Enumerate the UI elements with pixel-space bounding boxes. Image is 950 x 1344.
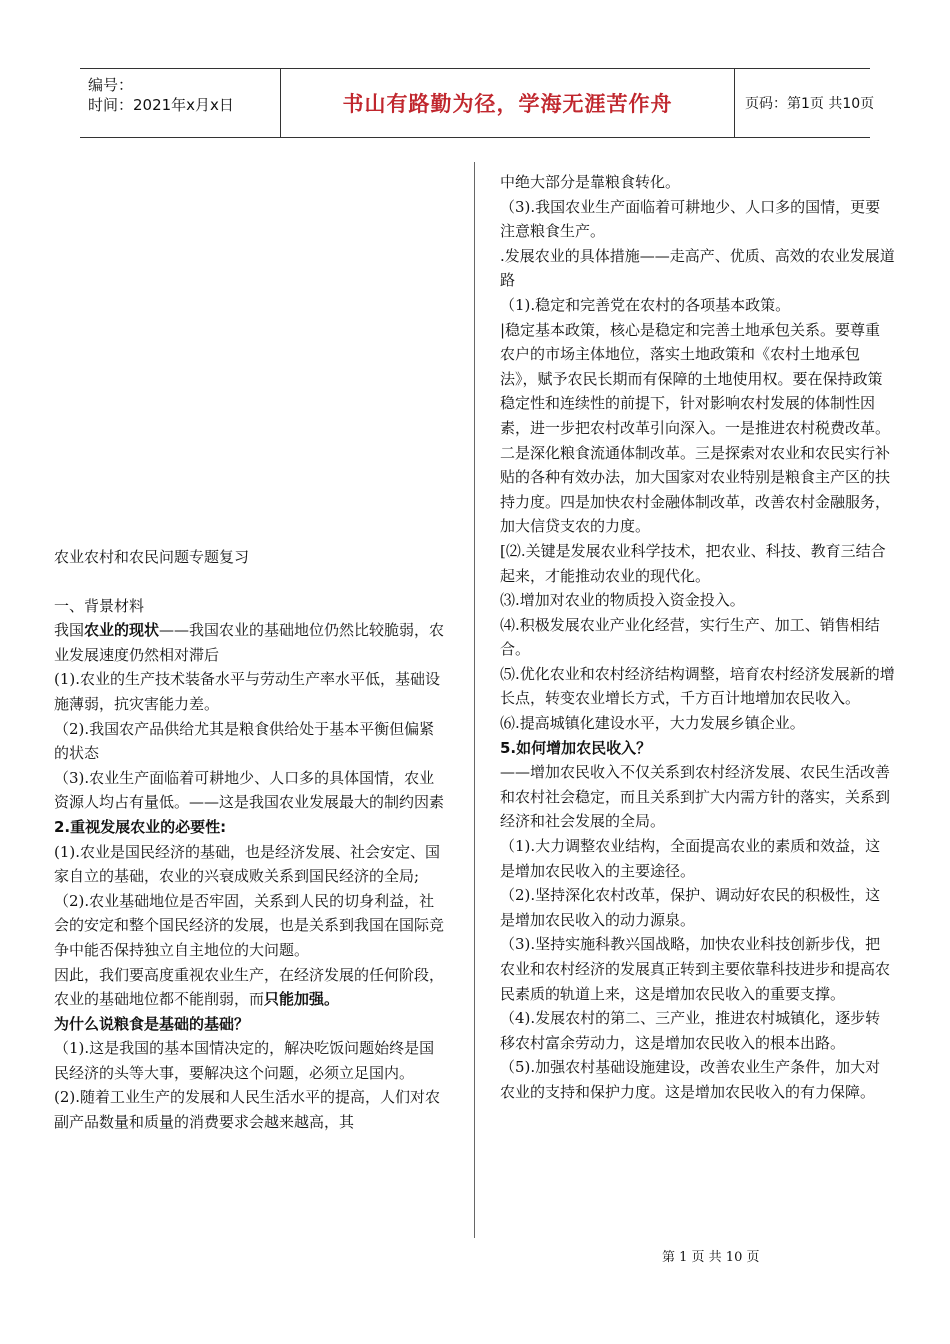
header-page-info: 页码：第1页 共10页 bbox=[745, 96, 875, 112]
text-run: 因此，我们要高度重视农业生产，在经济发展的任何阶段，农业的基础地位都不能削弱，而 bbox=[54, 965, 445, 1009]
paragraph: (1).农业是国民经济的基础，也是经济发展、社会安定、国家自立的基础，农业的兴衰成败关系到国民经济的全局; bbox=[54, 842, 441, 886]
bold-run: 农业的现状 bbox=[84, 621, 160, 640]
paragraph: ⑸.优化农业和农村经济结构调整，培育农村经济发展新的增长点，转变农业增长方式，千方百计地增加农民收入。 bbox=[500, 664, 895, 708]
paragraph: (2).随着工业生产的发展和人民生活水平的提高，人们对农副产品数量和质量的消费要求会越来越高，其 bbox=[54, 1088, 441, 1132]
right-column bbox=[500, 170, 895, 1105]
page-footer: 第 1 页 共 10 页 bbox=[662, 1250, 760, 1265]
paragraph: （3).我国农业生产面临着可耕地少、人口多的国情，更要注意粮食生产。 bbox=[500, 197, 881, 241]
paragraph: （1).稳定和完善党在农村的各项基本政策。 bbox=[500, 295, 791, 314]
left-column bbox=[54, 545, 446, 1135]
paragraph: （2).坚持深化农村改革，保护、调动好农民的积极性，这是增加农民收入的动力源泉。 bbox=[500, 886, 881, 929]
time-label: 时间：2021年x月x日 bbox=[88, 96, 234, 114]
paragraph: （2).农业基础地位是否牢固，关系到人民的切身利益，社会的安定和整个国民经济的发展，也是关系到我国在国际竞争中能否保持独立自主地位的大问题。 bbox=[54, 891, 445, 959]
spacer bbox=[54, 570, 446, 594]
text-run: ——我国农业的基础地位仍然比较脆弱，农业发展速度仍然相对滞后 bbox=[54, 621, 445, 664]
paragraph: ⑶.增加对农业的物质投入资金投入。 bbox=[500, 591, 745, 610]
section-heading: 一、背景材料 bbox=[54, 596, 145, 615]
paragraph: .发展农业的具体措施——走高产、优质、高效的农业发展道路 bbox=[500, 246, 895, 290]
subheading: 2.重视发展农业的必要性: bbox=[54, 817, 227, 836]
number-label: 编号： bbox=[88, 76, 134, 94]
paragraph: （3).坚持实施科教兴国战略，加快农业科技创新步伐，把农业和农村经济的发展真正转到主要依靠科技进步和提高农民素质的轨道上来，这是增加农民收入的重要支撑。 bbox=[500, 935, 891, 1003]
paragraph: （1).这是我国的基本国情决定的，解决吃饭问题始终是国民经济的头等大事，要解决这个问题，必须立足国内。 bbox=[54, 1039, 435, 1082]
paragraph: [⑵.关键是发展农业科学技术，把农业、科技、教育三结合起来，才能推动农业的现代化。 bbox=[500, 541, 886, 585]
subheading: 5.如何增加农民收入？ bbox=[500, 738, 652, 757]
header-meta bbox=[80, 69, 280, 137]
paragraph: （3).农业生产面临着可耕地少、人口多的具体国情，农业资源人均占有量低。——这是我国农业发展最大的制约因素 bbox=[54, 768, 445, 812]
paragraph: （2).我国农产品供给尤其是粮食供给处于基本平衡但偏紧的状态 bbox=[54, 719, 435, 763]
subheading: 为什么说粮食是基础的基础？ bbox=[54, 1014, 250, 1033]
header-motto-cell bbox=[280, 69, 735, 137]
paragraph: ⑷.积极发展农业产业化经营，实行生产、加工、销售相结合。 bbox=[500, 615, 880, 659]
bold-run: 只能加强。 bbox=[264, 990, 340, 1009]
paragraph: （1).大力调整农业结构，全面提高农业的素质和效益，这是增加农民收入的主要途径。 bbox=[500, 837, 881, 880]
header-motto: 书山有路勤为径，学海无涯苦作舟 bbox=[342, 92, 673, 116]
paragraph bbox=[54, 963, 446, 1012]
paragraph: (1).农业的生产技术装备水平与劳动生产率水平低，基础设施薄弱，抗灾害能力差。 bbox=[54, 670, 441, 713]
paragraph: 中绝大部分是靠粮食转化。 bbox=[500, 173, 681, 191]
paragraph: |稳定基本政策，核心是稳定和完善土地承包关系。要尊重农户的市场主体地位，落实土地政策和《农村土地承包法》，赋予农民长期而有保障的土地使用权。要在保持政策稳定性和连续性的前提下，针对影响农村发展的体制性因素，进一步把农村改革引向深入。一是推进农村税费改革。二是深化粮食流通体制改革。三是探索对农业和农民实行补贴的各种有效办法，加大国家对农业特别是粮食主产区的扶持力度。四是加快农村金融体制改革，改善农村金融服务，加大信贷支农的力度。 bbox=[500, 320, 891, 536]
paragraph: （5).加强农村基础设施建设，改善农业生产条件，加大对农业的支持和保护力度。这是增加农民收入的有力保障。 bbox=[500, 1058, 881, 1101]
doc-title: 农业农村和农民问题专题复习 bbox=[54, 548, 250, 566]
paragraph bbox=[54, 618, 446, 667]
paragraph: ——增加农民收入不仅关系到农村经济发展、农民生活改善和农村社会稳定，而且关系到扩大内需方针的落实，关系到经济和社会发展的全局。 bbox=[500, 763, 891, 831]
paragraph: （4).发展农村的第二、三产业，推进农村城镇化，逐步转移农村富余劳动力，这是增加农民收入的根本出路。 bbox=[500, 1009, 881, 1052]
column-divider bbox=[474, 162, 475, 1238]
text-run: 我国 bbox=[54, 621, 85, 640]
page-header bbox=[80, 68, 875, 138]
paragraph: ⑹.提高城镇化建设水平，大力发展乡镇企业。 bbox=[500, 714, 805, 733]
